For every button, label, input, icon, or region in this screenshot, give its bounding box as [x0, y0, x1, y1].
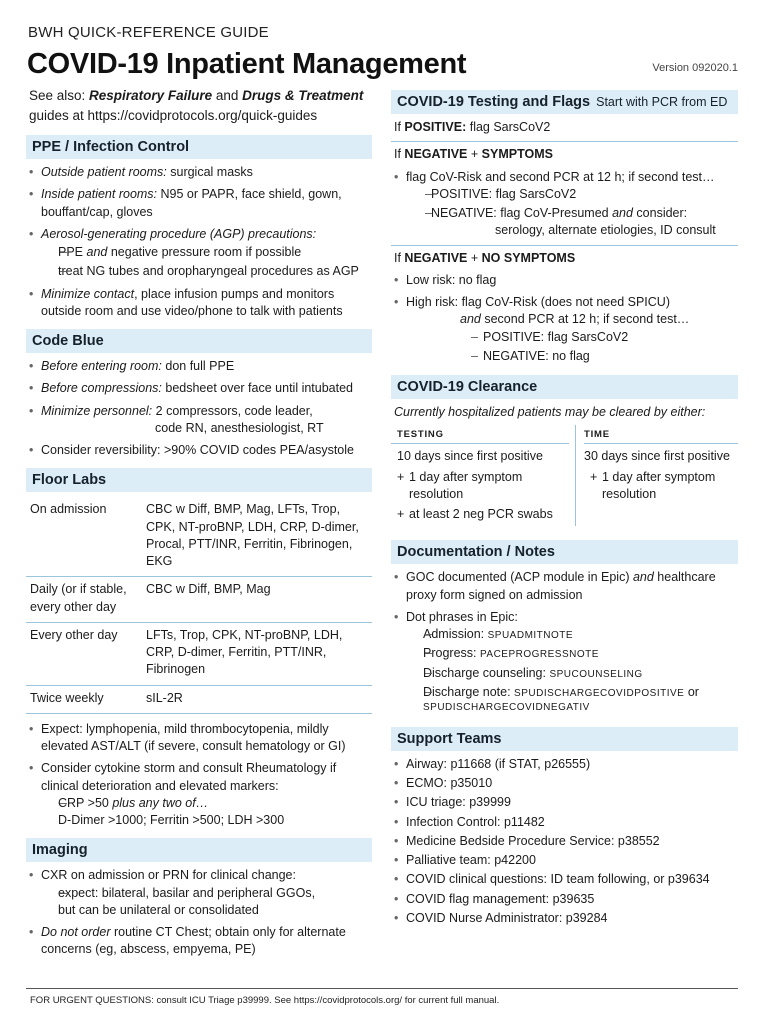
list-item: • Before entering room: don full PPE	[26, 358, 372, 375]
column-header: TIME	[584, 425, 738, 444]
sub-list-item: – NEGATIVE: flag CoV-Presumed and consider: serology, alternate etiologies, ID consult	[406, 205, 738, 240]
see-also-respiratory-link: Respiratory Failure	[89, 88, 213, 103]
sub-list-item: – CRP >50 plus any two of… D-Dimer >1000; Ferritin >500; LDH >300	[41, 795, 372, 830]
see-also-drugs-link: Drugs & Treatment	[242, 88, 364, 103]
divider	[391, 245, 738, 246]
negative-no-symptoms-line: If NEGATIVE + NO SYMPTOMS	[394, 250, 576, 265]
table-row: On admission CBC w Diff, BMP, Mag, LFTs, Trop, CPK, NT-proBNP, LDH, CRP, D-dimer, Procal, PTT/INR, Ferritin, Fibrinogen, EKG	[26, 497, 372, 577]
support-teams-list	[391, 756, 738, 927]
section-header-ppe: PPE / Infection Control	[26, 135, 372, 159]
negative-symptoms-list	[391, 169, 738, 240]
positive-flag-line: If POSITIVE: flag SarsCoV2	[394, 120, 551, 134]
sub-list-item: – Discharge counseling: SPUCOUNSELING	[406, 665, 738, 682]
list-item: • flag CoV-Risk and second PCR at 12 h; if second test… – POSITIVE: flag SarsCoV2 – NEGATIVE: flag CoV-Presumed and consider: serology, alternate etiologies, ID consult	[391, 169, 738, 240]
imaging-list	[26, 867, 372, 958]
list-item: • ICU triage: p39999	[391, 794, 738, 811]
list-item: • Consider reversibility: >90% COVID codes PEA/asystole	[26, 442, 372, 459]
section-header-imaging: Imaging	[26, 838, 372, 862]
documentation-list	[391, 569, 738, 715]
section-header-code-blue: Code Blue	[26, 329, 372, 353]
clearance-table	[391, 425, 738, 526]
floor-labs-table	[26, 497, 372, 714]
list-item: • Consider cytokine storm and consult Rheumatology if clinical deterioration and elevated markers: – CRP >50 plus any two of… D-Dimer >1000; Ferritin >500; LDH >300	[26, 760, 372, 829]
section-header-clearance: COVID-19 Clearance	[391, 375, 738, 399]
code-blue-list	[26, 358, 372, 459]
sub-list-item: – Admission: SPUADMITNOTE	[406, 626, 738, 643]
testing-subtitle: Start with PCR from ED	[596, 95, 728, 109]
negative-no-symptoms-list	[391, 272, 738, 365]
footer-note: FOR URGENT QUESTIONS: consult ICU Triage p39999. See https://covidprotocols.org/ for current full manual.	[30, 995, 500, 1006]
list-item: • Medicine Bedside Procedure Service: p38552	[391, 833, 738, 850]
list-item: • Minimize contact, place infusion pumps and monitors outside room and use video/phone to talk with patients	[26, 286, 372, 321]
list-item: • Expect: lymphopenia, mild thrombocytopenia, mildly elevated AST/ALT (if severe, consult hematology or GI)	[26, 721, 372, 756]
sub-list-item: – expect: bilateral, basilar and peripheral GGOs, but can be unilateral or consolidated	[41, 885, 372, 920]
see-also: See also: Respiratory Failure and Drugs & Treatment guides at https://covidprotocols.org/quick-guides	[29, 88, 364, 123]
divider	[391, 141, 738, 142]
list-item: • High risk: flag CoV-Risk (does not need SPICU) and second PCR at 12 h; if second test… – POSITIVE: flag SarsCoV2 – NEGATIVE: no flag	[391, 294, 738, 365]
list-item: • Infection Control: p11482	[391, 814, 738, 831]
left-column	[26, 86, 372, 964]
list-item: • ECMO: p35010	[391, 775, 738, 792]
negative-symptoms-line: If NEGATIVE + SYMPTOMS	[394, 147, 553, 162]
list-item: • Outside patient rooms: surgical masks	[26, 164, 372, 181]
list-item: • Before compressions: bedsheet over face until intubated	[26, 380, 372, 397]
list-item: • Dot phrases in Epic: – Admission: SPUADMITNOTE – Progress: PACEPROGRESSNOTE – Discharge counseling: SPUCOUNSELING – Discharge note: SPUDISCHARGECOVIDPOSITIVE or SPUDISCHARGECOVIDNEGATIV	[391, 609, 738, 715]
column-header: TESTING	[391, 425, 569, 444]
list-item: • COVID Nurse Administrator: p39284	[391, 910, 738, 927]
page-title: COVID-19 Inpatient Management	[27, 48, 467, 80]
footer-divider	[26, 988, 738, 989]
list-item: • CXR on admission or PRN for clinical change: – expect: bilateral, basilar and peripheral GGOs, but can be unilateral or consolidated	[26, 867, 372, 919]
section-header-floor-labs: Floor Labs	[26, 468, 372, 492]
table-row: Daily (or if stable, every other day CBC w Diff, BMP, Mag	[26, 577, 372, 623]
sub-list-item: – POSITIVE: flag SarsCoV2	[406, 329, 738, 346]
clearance-testing-column: TESTING 10 days since first positive + 1 day after symptom resolution + at least 2 neg PCR swabs	[391, 425, 576, 526]
sub-list-item: – PPE and negative pressure room if possible	[41, 244, 372, 261]
guide-label: BWH QUICK-REFERENCE GUIDE	[28, 24, 269, 41]
version-label: Version 092020.1	[652, 62, 738, 74]
section-header-support-teams: Support Teams	[391, 727, 738, 751]
list-item: • COVID flag management: p39635	[391, 891, 738, 908]
sub-list-item: – POSITIVE: flag SarsCoV2	[406, 186, 738, 203]
table-row: Twice weekly sIL-2R	[26, 686, 372, 714]
right-column	[391, 86, 738, 929]
list-item: • GOC documented (ACP module in Epic) and healthcare proxy form signed on admission	[391, 569, 738, 604]
sub-list-item: – Discharge note: SPUDISCHARGECOVIDPOSITIVE or SPUDISCHARGECOVIDNEGATIV	[406, 684, 738, 715]
table-row: Every other day LFTs, Trop, CPK, NT-proBNP, LDH, CRP, D-dimer, Ferritin, PTT/INR, Fibrinogen	[26, 623, 372, 686]
clearance-time-column: TIME 30 days since first positive + 1 day after symptom resolution	[576, 425, 738, 526]
list-item: • Low risk: no flag	[391, 272, 738, 289]
list-item: • Minimize personnel: 2 compressors, code leader, code RN, anesthesiologist, RT	[26, 403, 372, 438]
list-item: • Do not order routine CT Chest; obtain only for alternate concerns (eg, abscess, empyema, PE)	[26, 924, 372, 959]
section-header-documentation: Documentation / Notes	[391, 540, 738, 564]
section-header-testing: COVID-19 Testing and Flags Start with PCR from ED	[391, 90, 738, 114]
see-also-url[interactable]: guides at https://covidprotocols.org/quick-guides	[29, 107, 318, 123]
sub-list-item: – NEGATIVE: no flag	[406, 348, 738, 365]
list-item: • COVID clinical questions: ID team following, or p39634	[391, 871, 738, 888]
clearance-intro: Currently hospitalized patients may be cleared by either:	[394, 405, 706, 419]
list-item: • Palliative team: p42200	[391, 852, 738, 869]
sub-list-item: – treat NG tubes and oropharyngeal procedures as AGP	[41, 263, 372, 280]
list-item: • Inside patient rooms: N95 or PAPR, face shield, gown, bouffant/cap, gloves	[26, 186, 372, 221]
list-item: • Aerosol-generating procedure (AGP) precautions: – PPE and negative pressure room if possible – treat NG tubes and oropharyngeal procedures as AGP	[26, 226, 372, 281]
floor-labs-notes	[26, 721, 372, 830]
ppe-list	[26, 164, 372, 320]
list-item: • Airway: p11668 (if STAT, p26555)	[391, 756, 738, 773]
sub-list-item: – Progress: PACEPROGRESSNOTE	[406, 645, 738, 662]
